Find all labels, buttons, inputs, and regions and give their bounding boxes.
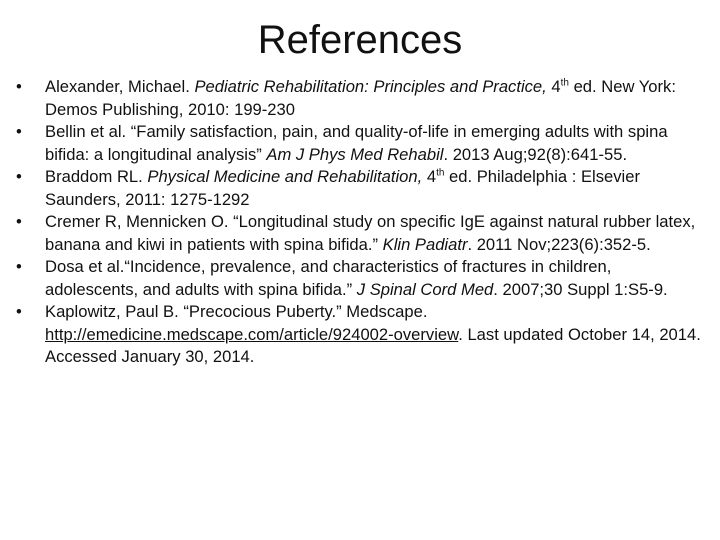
ref-citation: . 2011 Nov;223(6):352-5.	[467, 234, 651, 254]
ref-publisher: ed. Philadelphia : Elsevier Saunders, 2011: 1275-1292	[45, 167, 640, 209]
ref-journal: Am J Phys Med Rehabil	[266, 144, 444, 164]
ref-title: Physical Medicine and Rehabilitation,	[147, 167, 423, 186]
ref-authors: Braddom RL.	[45, 167, 148, 186]
ref-edition: 4	[422, 167, 437, 186]
ref-edition: 4	[546, 77, 561, 96]
bullet: •	[16, 302, 22, 321]
bullet: •	[16, 167, 22, 186]
reference-item	[16, 121, 706, 166]
slide-title: References	[257, 18, 463, 62]
ref-citation: . 2007;30 Suppl 1:S5-9.	[493, 279, 668, 299]
ref-title: Pediatric Rehabilitation: Principles and Practice,	[194, 77, 547, 96]
ref-journal: J Spinal Cord Med	[356, 279, 494, 299]
bullet: •	[16, 77, 22, 96]
ref-authors-title: Bellin et al. “Family satisfaction, pain, and quality-of-life in emerging adults with spina bifida: a longitudinal analysis”	[45, 122, 668, 164]
reference-item	[16, 166, 706, 211]
ref-authors-title: Cremer R, Mennicken O. “Longitudinal study on specific IgE against natural rubber latex, banana and kiwi in patients with spina bifida.”	[45, 212, 696, 254]
reference-item	[16, 301, 706, 369]
ref-edition-suffix: th	[436, 167, 445, 179]
ref-authors: Alexander, Michael.	[45, 77, 195, 96]
bullet: •	[16, 212, 22, 231]
reference-list	[16, 76, 706, 369]
ref-authors-title: Kaplowitz, Paul B. “Precocious Puberty.” Medscape.	[45, 302, 428, 321]
ref-publisher: ed. New York: Demos Publishing, 2010: 199-230	[45, 77, 676, 119]
reference-item	[16, 256, 706, 301]
ref-journal: Klin Padiatr	[382, 234, 468, 254]
bullet: •	[16, 257, 22, 276]
ref-access-info: . Last updated October 14, 2014. Accessed January 30, 2014.	[45, 324, 701, 366]
bullet: •	[16, 122, 22, 141]
ref-authors-title: Dosa et al.“Incidence, prevalence, and characteristics of fractures in children, adolescents, and adults with spina bifida.”	[45, 257, 612, 299]
ref-edition-suffix: th	[560, 77, 569, 89]
reference-item	[16, 76, 706, 121]
ref-citation: . 2013 Aug;92(8):641-55.	[443, 144, 628, 164]
reference-link[interactable]: http://emedicine.medscape.com/article/924002-overview	[45, 324, 459, 344]
reference-item	[16, 211, 706, 256]
